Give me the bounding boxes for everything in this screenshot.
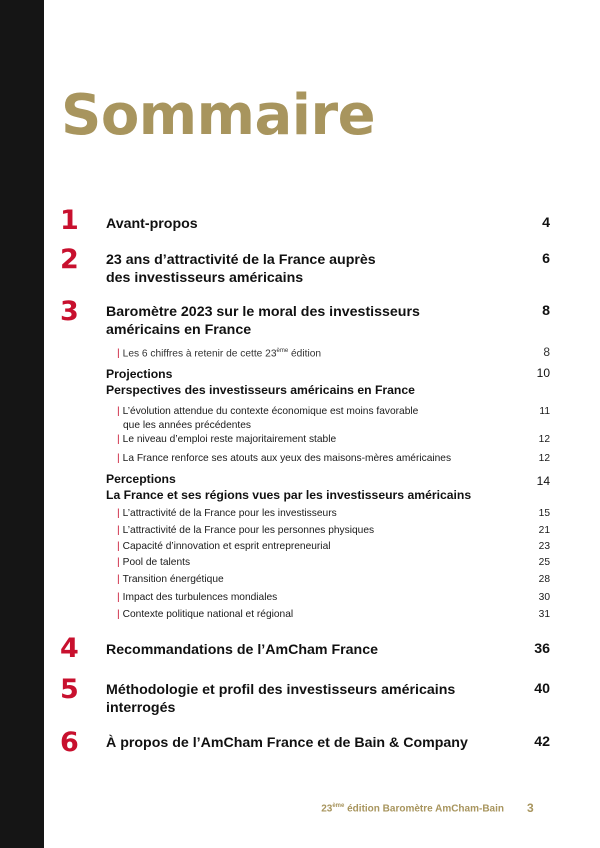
red-marker: |	[117, 557, 120, 568]
toc-sub-item[interactable]	[117, 433, 550, 447]
toc-entry-title: À propos de l’AmCham France et de Bain & Company	[106, 735, 468, 751]
toc-entry-title: Avant-propos	[106, 216, 198, 232]
red-marker: |	[117, 508, 120, 519]
red-marker: |	[117, 592, 120, 603]
sub-text: La France renforce ses atouts aux yeux des maisons-mères américaines	[122, 453, 452, 464]
toc-entry-page: 4	[542, 215, 550, 231]
toc-sub-item[interactable]	[117, 608, 550, 622]
sub-page: 28	[538, 574, 550, 585]
page-title: Sommaire	[61, 83, 376, 148]
toc-entry-5[interactable]	[106, 681, 550, 717]
footer-suffix: édition Baromètre AmCham-Bain	[344, 803, 504, 815]
sub-page: 23	[538, 541, 550, 552]
sub-page: 25	[538, 557, 550, 568]
chapter-number-1: 1	[60, 205, 79, 236]
section-title: Perspectives des investisseurs américains en France	[106, 383, 415, 397]
red-marker: |	[117, 609, 120, 620]
toc-sub-item[interactable]	[117, 507, 550, 521]
section-title: La France et ses régions vues par les investisseurs américains	[106, 488, 472, 502]
toc-entry-title: 23 ans d’attractivité de la France auprès des investisseurs américains	[106, 252, 376, 286]
toc-sub-item[interactable]	[117, 591, 550, 605]
footer-ordinal: ème	[332, 803, 345, 809]
sub-text: Impact des turbulences mondiales	[122, 592, 278, 603]
sub-text-end: édition	[288, 348, 322, 360]
sub-text-continued: que les années précédentes	[123, 419, 252, 431]
toc-sub-item[interactable]	[117, 524, 550, 538]
sub-text: L’attractivité de la France pour les investisseurs	[122, 508, 337, 519]
red-marker: |	[117, 574, 120, 585]
red-marker: |	[117, 541, 120, 552]
sub-text: Contexte politique national et régional	[122, 609, 294, 620]
red-marker: |	[117, 525, 120, 536]
sub-page: 11	[539, 406, 550, 417]
sub-page: 15	[538, 508, 550, 519]
sub-text: L’attractivité de la France pour les personnes physiques	[122, 525, 375, 536]
sub-text: Transition énergétique	[122, 574, 224, 585]
section-page: 10	[536, 366, 550, 380]
toc-entry-title: Méthodologie et profil des investisseurs américains interrogés	[106, 682, 456, 716]
toc-entry-title: Baromètre 2023 sur le moral des investisseurs américains en France	[106, 304, 420, 338]
toc-entry-1[interactable]	[106, 215, 550, 233]
toc-sub-item[interactable]	[117, 405, 550, 432]
footer-prefix: 23	[321, 803, 333, 815]
left-decorative-bar	[0, 0, 44, 848]
sub-text: L’évolution attendue du contexte économique est moins favorable	[122, 406, 419, 417]
footer-text	[321, 803, 504, 814]
sub-text: Le niveau d’emploi reste majoritairement stable	[122, 434, 337, 445]
toc-entry-page: 40	[534, 681, 550, 697]
section-label: Projections	[106, 367, 173, 381]
section-page: 14	[536, 474, 550, 488]
toc-entry-page: 6	[542, 251, 550, 267]
toc-entry-page: 36	[534, 641, 550, 657]
sub-page: 30	[538, 592, 550, 603]
chapter-number-5: 5	[60, 674, 79, 705]
toc-sub-highlights[interactable]	[117, 345, 550, 361]
sub-page: 12	[538, 434, 550, 445]
toc-entry-page: 42	[534, 734, 550, 750]
sub-page: 21	[538, 525, 550, 536]
red-marker: |	[117, 348, 120, 360]
toc-entry-page: 8	[542, 303, 550, 319]
toc-sub-item[interactable]	[117, 540, 550, 554]
toc-entry-title: Recommandations de l’AmCham France	[106, 642, 378, 658]
toc-entry-3[interactable]	[106, 303, 550, 339]
chapter-number-4: 4	[60, 633, 79, 664]
sub-text: Capacité d’innovation et esprit entrepreneurial	[122, 541, 331, 552]
sub-page: 31	[538, 609, 550, 620]
red-marker: |	[117, 406, 120, 417]
sub-page: 12	[538, 453, 550, 464]
chapter-number-2: 2	[60, 244, 79, 275]
chapter-number-3: 3	[60, 296, 79, 327]
toc-entry-6[interactable]	[106, 734, 550, 752]
ordinal-suffix: ème	[276, 348, 289, 354]
toc-entry-4[interactable]	[106, 641, 550, 659]
toc-sub-item[interactable]	[117, 452, 550, 466]
sub-text: Pool de talents	[122, 557, 191, 568]
sub-text: Les 6 chiffres à retenir de cette 23	[122, 348, 277, 360]
section-label: Perceptions	[106, 472, 176, 486]
toc-sub-item[interactable]	[117, 573, 550, 587]
footer-page-number: 3	[527, 801, 534, 815]
section-perceptions[interactable]	[106, 471, 550, 503]
red-marker: |	[117, 453, 120, 464]
sub-page: 8	[543, 345, 550, 359]
toc-entry-2[interactable]	[106, 251, 550, 287]
red-marker: |	[117, 434, 120, 445]
chapter-number-6: 6	[60, 727, 79, 758]
toc-sub-item[interactable]	[117, 556, 550, 570]
section-projections[interactable]	[106, 366, 550, 398]
